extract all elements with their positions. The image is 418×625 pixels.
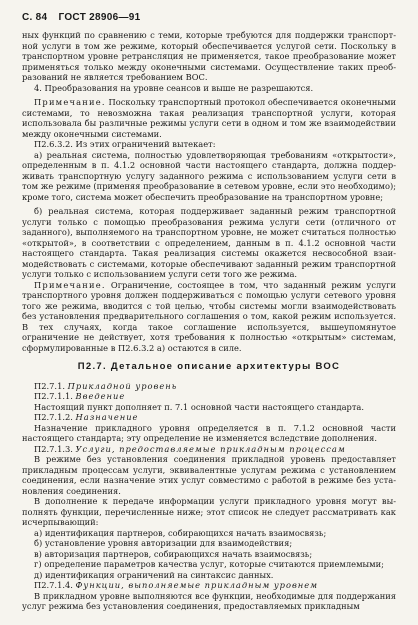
subsection-heading: П2.7.1.3. Услуги, предоставляемые прикладным процессам bbox=[34, 443, 346, 454]
paragraph: В дополнение к передаче информации услуги прикладного уровня могут выполнять функции, перечисленные ниже; этот список не следует рассматривать как исчерпывающий: bbox=[22, 496, 396, 527]
note-label: Примечание. bbox=[34, 97, 106, 107]
paragraph: ных функций по сравнению с теми, которые требуются для поддержки транспортной услуги в том же режиме, который обеспечивается услугой сети. Поскольку в транспортном уровне ретрансляция не применяется, такое преобразование может применяться только между оконечными системами. Осуществление таких преобразований не является требованием ВОС. bbox=[22, 30, 396, 82]
note-label: Примечание. bbox=[34, 279, 106, 290]
list-item: а) идентификация партнеров, собирающихся начать взаимосвязь; bbox=[34, 527, 327, 538]
page-header bbox=[22, 12, 396, 23]
page-body bbox=[22, 30, 396, 612]
list-item: б) реальная система, которая поддерживает заданный режим транспортной услуги только с помощью преобразования режима услуги сети (отличного от заданного), выполняемого на транспортном уровне, не может считаться полностью «открытой», в соответствии с определением, данным в п. 4.1.2 основной части настоящего стандарта. Такая реализация системы окажется несвособной взаимодействовать с системами, которые обеспечивают заданный режим транспортной услуги только с использованием услуги сети того же режима. bbox=[22, 206, 396, 279]
subsection-heading: П2.7.1.1. Введение bbox=[34, 391, 126, 401]
list-item: б) установление уровня авторизации для взаимодействия; bbox=[34, 538, 293, 548]
note-text: Поскольку транспортный протокол обеспечивается оконечными системами, то невозможна такая реализация транспортной услуги, которая использовала бы различные режимы услуги сети в одном и том же взаимодействии между оконечными системами. bbox=[22, 97, 396, 139]
paragraph: В режиме без установления соединения прикладной уровень предоставляет прикладным процессам услуги, эквивалентные услугам режима с установлением соединения, если назначение этих услуг совместимо с работой в режиме без установления соединения. bbox=[22, 454, 396, 496]
clause-paragraph: П2.6.3.2. Из этих ограничений вытекает: bbox=[34, 139, 216, 149]
page-number: С. 84 bbox=[22, 12, 48, 23]
paragraph: 4. Преобразования на уровне сеансов и выше не разрешаются. bbox=[34, 82, 314, 93]
subsection-heading: П2.7.1.2. Назначение bbox=[34, 412, 139, 422]
function-list bbox=[22, 528, 396, 581]
list-item: д) идентификация ограничений на синтаксис данных. bbox=[34, 569, 274, 580]
subsection-heading: П2.7.1. Прикладной уровень bbox=[34, 380, 178, 391]
standard-code: ГОСТ 28906—91 bbox=[58, 12, 141, 23]
paragraph: В прикладном уровне выполняются все функции, необходимые для поддержания услуг режима без установления соединения, предоставляемых прикладным bbox=[22, 590, 396, 611]
paragraph: Назначение прикладного уровня определяется в п. 7.1.2 основной части настоящего стандарта; эту определение не изменяется вследствие дополнения. bbox=[22, 422, 396, 443]
list-item: а) реальная система, полностью удовлетворяющая требованиям «открытости», определенным в п. 4.1.2 основной части настоящего стандарта, должна поддерживать транспортную услугу заданного режима с использованием услуги сети в том же режиме (применяя преобразование в сетевом уровне, если это необходимо); кроме того, система может обеспечить преобразование на транспортном уровне; bbox=[22, 149, 396, 202]
paragraph: Настоящий пункт дополняет п. 7.1 основной части настоящего стандарта. bbox=[34, 401, 365, 412]
list-item: г) определение параметров качества услуг, которые считаются приемлемыми; bbox=[34, 559, 384, 569]
section-heading: П2.7. Детальное описание архитектуры ВОС bbox=[77, 361, 341, 372]
note-paragraph bbox=[22, 97, 396, 139]
list-item: в) авторизация партнеров, собирающихся начать взаимосвязь; bbox=[34, 548, 313, 559]
note-text: Ограничение, состоящее в том, что заданный режим услуги транспортного уровня должен поддерживаться с помощью услуги сетевого уровня того же режима, вводится с той целью, чтобы системы могли взаимодействовать без установления предварительного соглашения о том, какой режим используется. В тех случаях, когда такое соглашение используется, вышеупомянутое ограничение не действует, хотя требования к полностью «открытым» системам, сформулированные в П2.6.3.2 а) остаются в силе. bbox=[22, 279, 396, 353]
note-paragraph bbox=[22, 280, 396, 354]
subsection-heading: П2.7.1.4. Функции, выполняемые прикладным уровнем bbox=[34, 580, 319, 590]
